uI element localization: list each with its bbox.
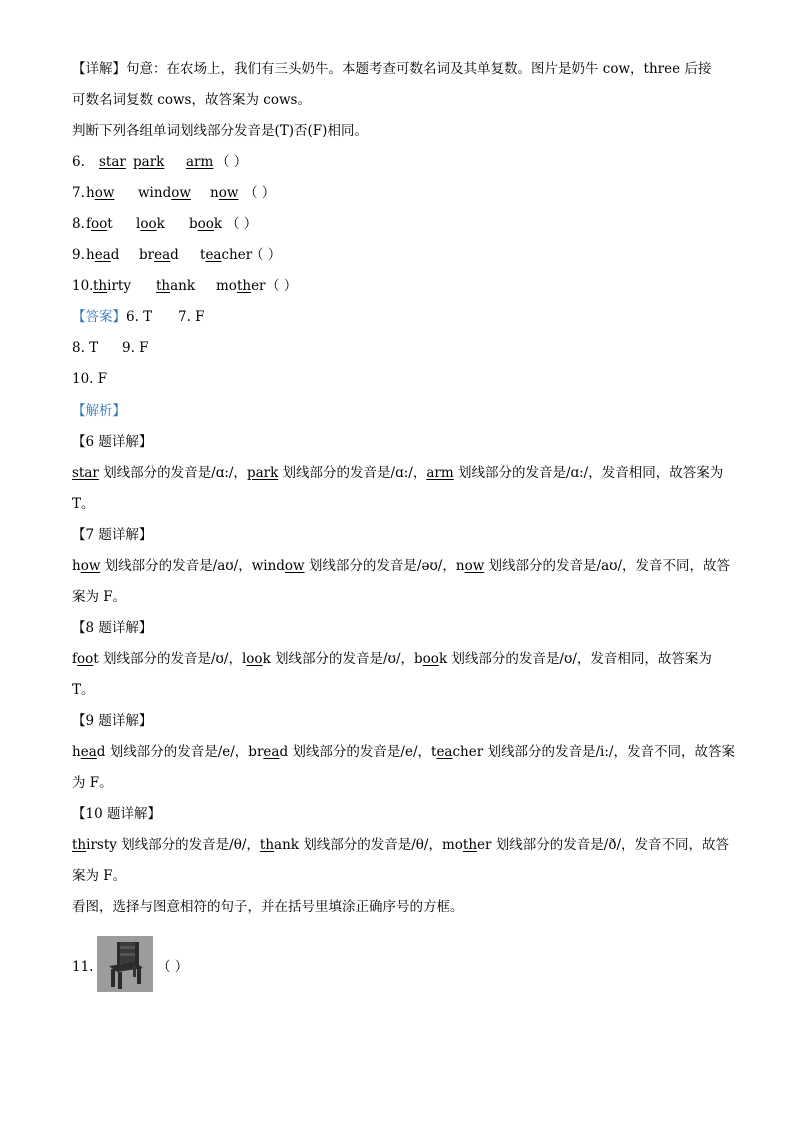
question-number: 6. <box>72 154 85 170</box>
question-6 <box>72 153 248 171</box>
chair-icon <box>97 936 153 992</box>
answer-7: 7. F <box>178 309 205 325</box>
detail-10-line1: thirsty 划线部分的发音是/θ/，thank 划线部分的发音是/θ/，mother 划线部分的发音是/ð/，发音不同，故答 <box>72 837 730 853</box>
question-8 <box>72 215 258 233</box>
question-number: 7. <box>72 185 85 201</box>
word: thank <box>156 278 196 294</box>
word: now <box>210 185 239 201</box>
section2-title: 看图，选择与图意相符的句子，并在括号里填涂正确序号的方框。 <box>72 899 464 915</box>
answer-6: 6. T <box>126 309 153 325</box>
detail-intro-line1: 【详解】句意：在农场上，我们有三头奶牛。本题考查可数名词及其单复数。图片是奶牛 cow，three 后接 <box>72 61 712 77</box>
answer-blank: （ ） <box>244 185 276 201</box>
word: head <box>86 247 120 263</box>
question-number: 9. <box>72 247 85 263</box>
detail-7-line2: 案为 F。 <box>72 589 127 605</box>
answer-8: 8. T <box>72 340 99 356</box>
detail-title-8: 【8 题详解】 <box>72 620 153 636</box>
word: bread <box>139 247 179 263</box>
detail-title-6: 【6 题详解】 <box>72 434 153 450</box>
word: book <box>189 216 223 232</box>
question-9 <box>72 246 282 264</box>
detail-title-9: 【9 题详解】 <box>72 713 153 729</box>
word: window <box>138 185 191 201</box>
answer-blank: （ ） <box>250 247 282 263</box>
detail-9-line1: head 划线部分的发音是/e/，bread 划线部分的发音是/e/，teacher 划线部分的发音是/i:/，发音不同，故答案 <box>72 744 735 760</box>
answer-line-2 <box>72 339 149 357</box>
word: look <box>136 216 165 232</box>
detail-6-line2: T。 <box>72 496 95 512</box>
word: mother <box>216 278 266 294</box>
answer-blank: （ ） <box>266 278 298 294</box>
detail-9-line2: 为 F。 <box>72 775 113 791</box>
detail-title-7: 【7 题详解】 <box>72 527 153 543</box>
question-number: 10. <box>72 278 94 294</box>
question-number: 11. <box>72 959 94 975</box>
detail-7-line1: how 划线部分的发音是/aʊ/，window 划线部分的发音是/əʊ/，now 划线部分的发音是/aʊ/，发音不同，故答 <box>72 558 731 574</box>
word: how <box>86 185 115 201</box>
word: park <box>133 154 165 170</box>
answer-line-1 <box>72 308 205 326</box>
word: thirty <box>93 278 131 294</box>
detail-8-line1: foot 划线部分的发音是/ʊ/，look 划线部分的发音是/ʊ/，book 划线部分的发音是/ʊ/，发音相同，故答案为 <box>72 651 712 667</box>
word: arm <box>186 154 214 170</box>
detail-6-line1: star 划线部分的发音是/ɑ:/，park 划线部分的发音是/ɑ:/，arm 划线部分的发音是/ɑ:/，发音相同，故答案为 <box>72 465 724 481</box>
answer-9: 9. F <box>122 340 149 356</box>
detail-intro-line2: 可数名词复数 cows，故答案为 cows。 <box>72 92 311 108</box>
answer-blank: （ ） <box>157 959 189 975</box>
word: star <box>99 154 126 170</box>
word: foot <box>86 216 113 232</box>
question-7 <box>72 184 276 202</box>
detail-8-line2: T。 <box>72 682 95 698</box>
answer-label: 【答案】 <box>72 309 126 325</box>
answer-blank: （ ） <box>226 216 258 232</box>
question-number: 8. <box>72 216 85 232</box>
answer-line-3: 10. F <box>72 371 108 387</box>
word: teacher <box>200 247 253 263</box>
question-10 <box>72 277 298 295</box>
answer-blank: （ ） <box>216 154 248 170</box>
analysis-label: 【解析】 <box>72 403 126 419</box>
chair-image <box>97 936 153 992</box>
detail-10-line2: 案为 F。 <box>72 868 127 884</box>
detail-title-10: 【10 题详解】 <box>72 806 161 822</box>
section-title: 判断下列各组单词划线部分发音是(T)否(F)相同。 <box>72 123 368 139</box>
question-11 <box>72 936 272 996</box>
